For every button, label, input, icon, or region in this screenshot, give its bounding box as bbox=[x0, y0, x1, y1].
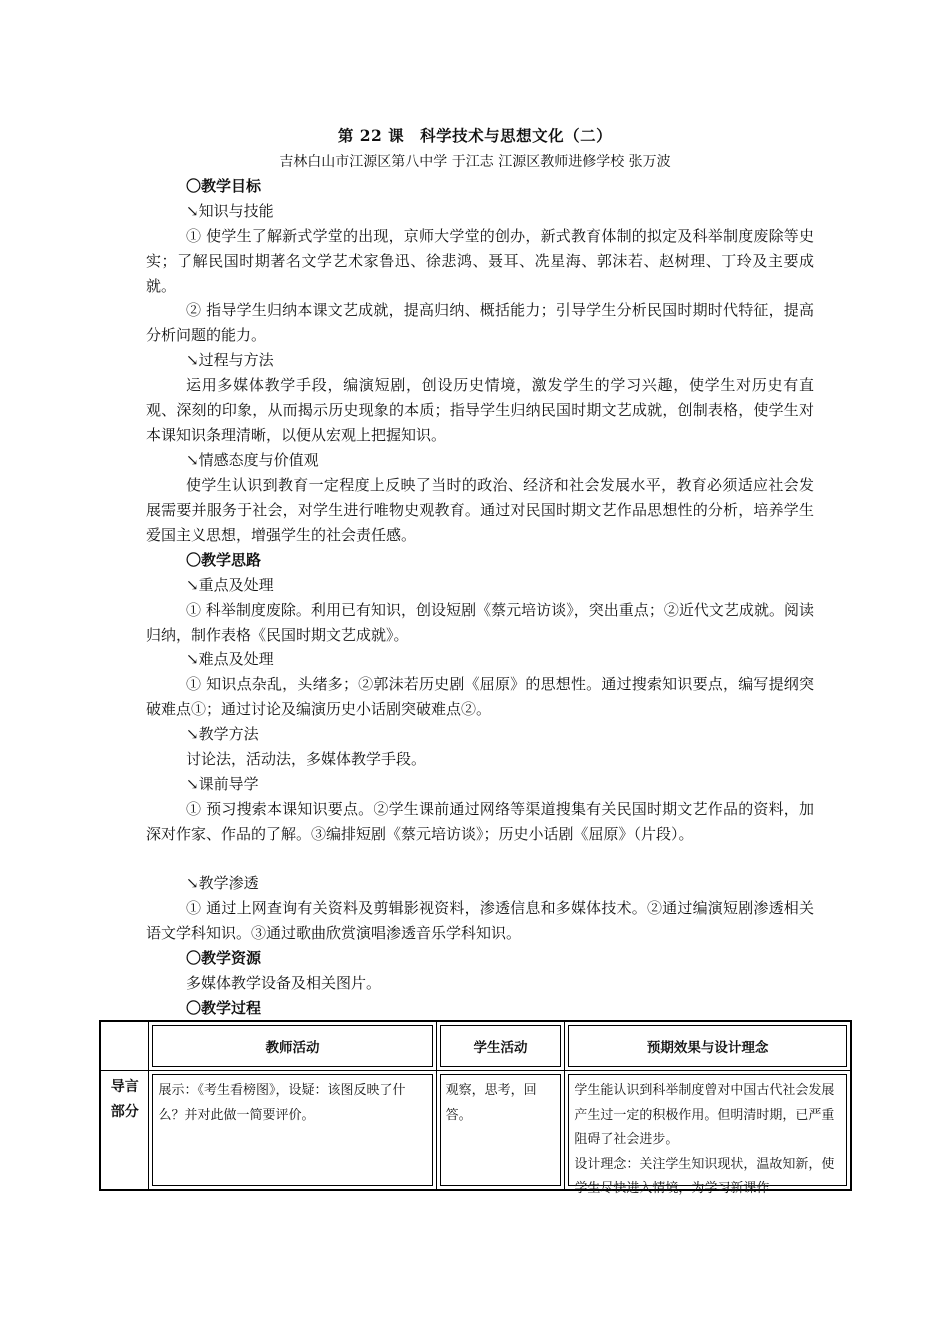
header-empty-cell bbox=[100, 1021, 149, 1071]
section-teaching-resources: 〇教学资源 bbox=[186, 949, 262, 967]
table-row bbox=[100, 1071, 851, 1191]
paragraph-permeation: ① 通过上网查询有关资料及剪辑影视资料，渗透信息和多媒体技术。②通过编演短剧渗透相关语文学科知识。③通过歌曲欣赏演唱渗透音乐学科知识。 bbox=[146, 899, 814, 942]
cell-expected-effect bbox=[565, 1071, 851, 1196]
section-teaching-goals: 〇教学目标 bbox=[186, 177, 262, 195]
design-concept-text: 设计理念：关注学生知识现状，温故知新，使学生尽快进入情境，为学习新课作 bbox=[574, 1156, 835, 1196]
section-teaching-ideas: 〇教学思路 bbox=[186, 551, 262, 569]
sub-teaching-method: ↘教学方法 bbox=[186, 725, 259, 743]
sub-key-points: ↘重点及处理 bbox=[186, 576, 274, 594]
paragraph-preview-guide: ① 预习搜索本课知识要点。②学生课前通过网络等渠道搜集有关民国时期文艺作品的资料，加深对作家、作品的了解。③编排短剧《蔡元培访谈》；历史小话剧《屈原》（片段）。 bbox=[146, 800, 814, 843]
paragraph-knowledge-1: ① 使学生了解新式学堂的出现，京师大学堂的创办，新式教育体制的拟定及科举制度废除等史实；了解民国时期著名文学艺术家鲁迅、徐悲鸿、聂耳、冼星海、郭沫若、赵树理、丁玲及主要成就。 bbox=[146, 227, 814, 295]
cell-teacher-activity: 展示：《考生看榜图》，设疑：该图反映了什么？并对此做一简要评价。 bbox=[149, 1071, 436, 1191]
sub-knowledge-skills: ↘知识与技能 bbox=[186, 202, 274, 220]
paragraph-resources: 多媒体教学设备及相关图片。 bbox=[186, 974, 382, 992]
paragraph-knowledge-2: ② 指导学生归纳本课文艺成就，提高归纳、概括能力；引导学生分析民国时期时代特征，提高分析问题的能力。 bbox=[146, 301, 814, 344]
row-label-introduction: 导言部分 bbox=[100, 1071, 149, 1191]
paragraph-process: 运用多媒体教学手段，编演短剧，创设历史情境，激发学生的学习兴趣，使学生对历史有直观、深刻的印象，从而揭示历史现象的本质；指导学生归纳民国时期文艺成就，创制表格，使学生对本课知识条理清晰，以便从宏观上把握知识。 bbox=[146, 376, 814, 444]
header-teacher-activity: 教师活动 bbox=[149, 1021, 436, 1071]
sub-difficult-points: ↘难点及处理 bbox=[186, 650, 274, 668]
header-expected-effect: 预期效果与设计理念 bbox=[565, 1021, 851, 1071]
sub-process-method: ↘过程与方法 bbox=[186, 351, 274, 369]
paragraph-key-points: ① 科举制度废除。利用已有知识，创设短剧《蔡元培访谈》，突出重点；②近代文艺成就。阅读归纳，制作表格《民国时期文艺成就》。 bbox=[146, 601, 814, 644]
paragraph-teaching-method: 讨论法，活动法，多媒体教学手段。 bbox=[186, 750, 427, 768]
sub-preview-guide: ↘课前导学 bbox=[186, 775, 259, 793]
authors-line: 吉林白山市江源区第八中学 于江志 江源区教师进修学校 张万波 bbox=[279, 154, 671, 170]
lesson-title: 第 22 课 科学技术与思想文化（二） bbox=[337, 126, 613, 145]
paragraph-difficult-points: ① 知识点杂乱，头绪多；②郭沫若历史剧《屈原》的思想性。通过搜索知识要点，编写提纲突破难点①；通过讨论及编演历史小话剧突破难点②。 bbox=[146, 675, 814, 718]
procedure-table bbox=[99, 1020, 852, 1196]
header-student-activity: 学生活动 bbox=[436, 1021, 565, 1071]
paragraph-emotion: 使学生认识到教育一定程度上反映了当时的政治、经济和社会发展水平，教育必须适应社会发展需要并服务于社会，对学生进行唯物史观教育。通过对民国时期文艺作品思想性的分析，培养学生爱国主义思想，增强学生的社会责任感。 bbox=[146, 476, 814, 544]
section-teaching-procedure: 〇教学过程 bbox=[186, 999, 262, 1017]
sub-permeation: ↘教学渗透 bbox=[186, 874, 259, 892]
sub-emotion-values: ↘情感态度与价值观 bbox=[186, 451, 319, 469]
table-header-row bbox=[100, 1021, 851, 1071]
effect-text: 学生能认识到科举制度曾对中国古代社会发展产生过一定的积极作用。但明清时期，已严重阻碍了社会进步。 bbox=[574, 1083, 835, 1147]
cell-student-activity: 观察，思考，回答。 bbox=[436, 1071, 565, 1191]
